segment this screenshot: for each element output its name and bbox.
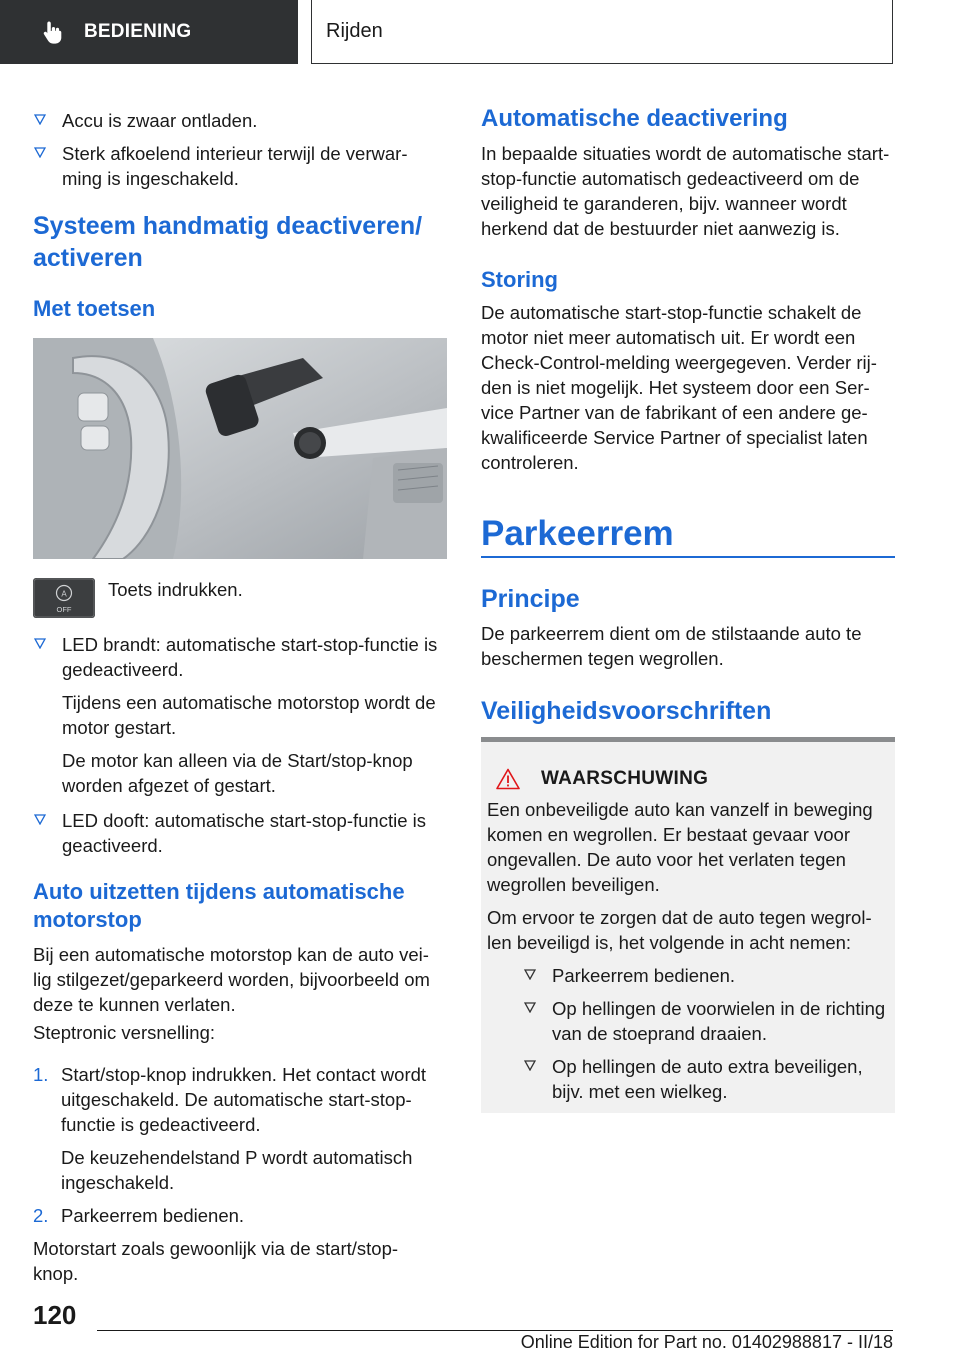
heading-parking-brake: Parkeerrem	[481, 514, 674, 553]
triangle-bullet-icon	[34, 146, 46, 158]
heading-auto-deactivation: Automatische deactivering	[481, 105, 788, 132]
heading-principle: Principe	[481, 585, 580, 613]
list-item	[33, 632, 447, 798]
triangle-bullet-icon	[524, 1059, 536, 1071]
heading-switch-off: Auto uitzetten tijdens automatische motorstop	[33, 879, 405, 932]
top-bullet-list	[33, 108, 447, 191]
led-bullet-list	[33, 632, 447, 866]
section-divider	[481, 556, 895, 558]
triangle-bullet-icon	[524, 1001, 536, 1013]
subheading-buttons: Met toetsen	[33, 296, 156, 321]
list-item	[33, 141, 447, 191]
led-on-detail-1: Tijdens een automatische motorstop wordt de motor gestart.	[62, 692, 436, 738]
page-header	[0, 0, 960, 66]
step-number: 2.	[33, 1205, 49, 1226]
warning-text-1: Een onbeveiligde auto kan vanzelf in beweging komen en wegrollen. Er bestaat gevaar voor ongevallen. De auto voor het verlaten tegen wegrollen beveiligen.	[487, 799, 873, 895]
edition-text: Online Edition for Part no. 01402988817 - II/18	[520, 1332, 893, 1352]
svg-text:A: A	[61, 589, 67, 599]
heading-safety: Veiligheidsvoorschriften	[481, 697, 772, 725]
warning-text-2: Om ervoor te zorgen dat de auto tegen wegrol-len beveiligd is, het volgende in acht nemen:	[487, 907, 872, 953]
fault-text: De automatische start-stop-functie schakelt de motor niet meer automatisch uit. Er wordt een Check-Control-melding weergegeven. Verder rij-den is niet mogelijk. Het systeem door een Ser-vice Partner van de fabrikant of een andere ge-kwalificeerde Service Partner of specialist laten controleren.	[481, 302, 877, 473]
bullet-text: Op hellingen de voorwielen in de richting van de stoeprand draaien.	[552, 998, 886, 1044]
hand-pointer-icon	[40, 19, 66, 45]
heading-fault: Storing	[481, 267, 558, 292]
list-item	[523, 996, 889, 1046]
steptronic-label: Steptronic versnelling:	[33, 1022, 216, 1043]
led-off-text: LED dooft: automatische start-stop-functie is geactiveerd.	[62, 810, 427, 856]
steering-column-photo	[33, 338, 447, 559]
step-text: De keuzehendelstand P wordt automatisch ingeschakeld.	[61, 1147, 413, 1193]
chapter-label: Rijden	[326, 20, 383, 42]
footer-divider	[97, 1330, 893, 1331]
button-caption: Toets indrukken.	[108, 579, 243, 600]
warning-box	[481, 737, 895, 1113]
step-number: 1.	[33, 1064, 49, 1085]
warning-label: WAARSCHUWING	[541, 768, 709, 789]
led-on-detail-2: De motor kan alleen via de Start/stop-knop worden afgezet of gestart.	[62, 750, 413, 796]
triangle-bullet-icon	[524, 968, 536, 980]
bullet-text: Op hellingen de auto extra beveiligen, bijv. met een wielkeg.	[552, 1056, 863, 1102]
bullet-text: Sterk afkoelend interieur terwijl de verwar-ming is ingeschakeld.	[62, 143, 408, 189]
bullet-text: Parkeerrem bedienen.	[552, 965, 736, 986]
warning-triangle-icon	[496, 768, 520, 790]
led-on-text: LED brandt: automatische start-stop-functie is gedeactiveerd.	[62, 634, 438, 680]
step-text: Parkeerrem bedienen.	[61, 1205, 245, 1226]
triangle-bullet-icon	[34, 813, 46, 825]
chapter-tab[interactable]	[311, 0, 893, 64]
step-text: Start/stop-knop indrukken. Het contact wordt uitgeschakeld. De automatische start-stop-functie is gedeactiveerd.	[61, 1064, 427, 1135]
warning-bullet-list	[523, 963, 889, 1104]
warning-header	[487, 766, 889, 791]
list-item	[523, 963, 889, 988]
list-item	[33, 808, 447, 858]
restart-text: Motorstart zoals gewoonlijk via de start/stop-knop.	[33, 1238, 399, 1284]
section-tab[interactable]	[0, 0, 298, 64]
section-label: BEDIENING	[84, 21, 192, 42]
triangle-bullet-icon	[34, 113, 46, 125]
triangle-bullet-icon	[34, 637, 46, 649]
switch-off-intro: Bij een automatische motorstop kan de auto vei-lig stilgezet/geparkeerd worden, bijvoorbeeld om deze te kunnen verlaten.	[33, 944, 430, 1015]
heading-manual-deactivate: Systeem handmatig deactiveren/ activeren	[33, 212, 423, 272]
list-item	[33, 108, 447, 133]
principle-text: De parkeerrem dient om de stilstaande auto te beschermen tegen wegrollen.	[481, 623, 862, 669]
steps-list	[33, 1062, 447, 1236]
auto-start-stop-off-button-icon	[33, 578, 95, 618]
list-item	[523, 1054, 889, 1104]
bullet-text: Accu is zwaar ontladen.	[62, 110, 258, 131]
left-column	[33, 96, 447, 199]
list-item	[33, 1203, 447, 1228]
page-number: 120	[33, 1300, 77, 1330]
list-item	[33, 1062, 447, 1195]
auto-deactivation-text: In bepaalde situaties wordt de automatische start-stop-functie automatisch gedeactiveerd om de veiligheid te garanderen, bijv. wanneer wordt herkend dat de bestuurder niet aanwezig is.	[481, 143, 890, 239]
off-label: OFF	[56, 605, 72, 614]
